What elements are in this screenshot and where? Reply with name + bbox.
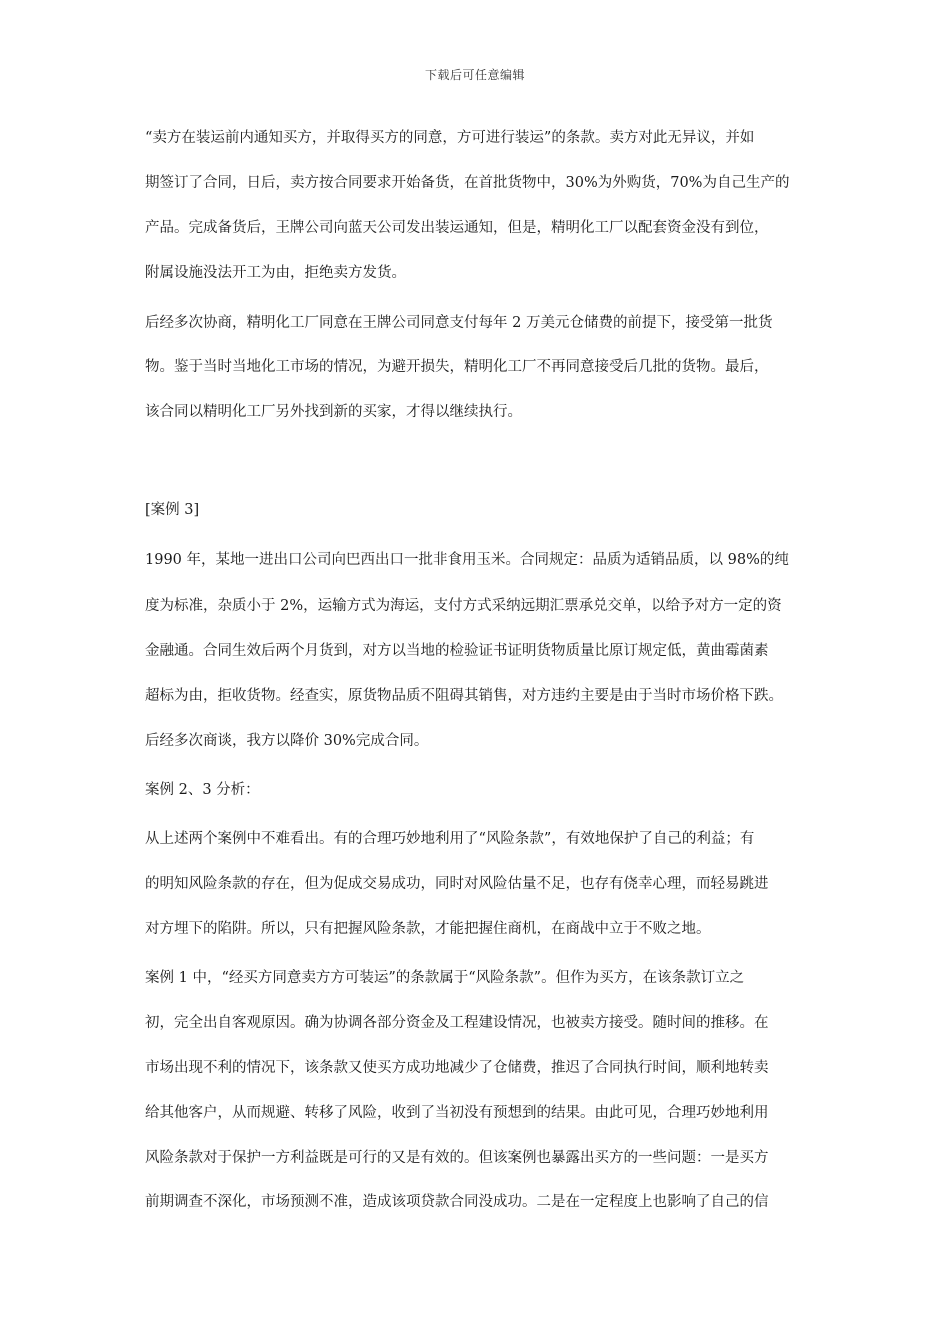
paragraph-line: 从上述两个案例中不难看出。有的合理巧妙地利用了“风险条款”，有效地保护了自己的利益；有: [145, 831, 755, 847]
paragraph-line: 风险条款对于保护一方利益既是可行的又是有效的。但该案例也暴露出买方的一些问题：一是买方: [145, 1150, 769, 1166]
paragraph-line: 案例 1 中，“经买方同意卖方方可装运”的条款属于“风险条款”。但作为买方，在该条款订立之: [145, 970, 745, 986]
paragraph-line: 后经多次协商，精明化工厂同意在王牌公司同意支付每年 2 万美元仓储费的前提下，接受第一批货: [145, 315, 773, 331]
paragraph-line: 1990 年，某地一进出口公司向巴西出口一批非食用玉米。合同规定：品质为适销品质，以 98%的纯: [145, 552, 789, 568]
paragraph-line: 给其他客户，从而规避、转移了风险，收到了当初没有预想到的结果。由此可见，合理巧妙地利用: [145, 1105, 769, 1121]
paragraph-line: 产品。完成备货后，王牌公司向蓝天公司发出装运通知，但是，精明化工厂以配套资金没有到位，: [145, 220, 769, 236]
paragraph-line: 附属设施没法开工为由，拒绝卖方发货。: [145, 265, 406, 281]
paragraph-line: 超标为由，拒收货物。经查实，原货物品质不阻碍其销售，对方违约主要是由于当时市场价格下跌。: [145, 688, 783, 704]
paragraph-line: 对方埋下的陷阱。所以，只有把握风险条款，才能把握住商机，在商战中立于不败之地。: [145, 921, 711, 937]
paragraph-line: “卖方在装运前内通知买方，并取得买方的同意，方可进行装运”的条款。卖方对此无异议，并如: [145, 130, 755, 146]
paragraph-line: 后经多次商谈，我方以降价 30%完成合同。: [145, 733, 429, 749]
paragraph-line: 的明知风险条款的存在，但为促成交易成功，同时对风险估量不足，也存有侥幸心理，而轻易跳进: [145, 876, 769, 892]
paragraph-line: 前期调查不深化，市场预测不准，造成该项贷款合同没成功。二是在一定程度上也影响了自己的信: [145, 1194, 769, 1210]
paragraph-line: 市场出现不利的情况下，该条款又使买方成功地减少了仓储费，推迟了合同执行时间，顺利地转卖: [145, 1060, 769, 1076]
page-header: 下载后可任意编辑: [424, 68, 525, 82]
paragraph-line: 物。鉴于当时当地化工市场的情况，为避开损失，精明化工厂不再同意接受后几批的货物。最后，: [145, 359, 769, 375]
case-heading: [案例 3]: [145, 502, 200, 518]
paragraph-line: 初，完全出自客观原因。确为协调各部分资金及工程建设情况，也被卖方接受。随时间的推移。在: [145, 1015, 769, 1031]
paragraph-line: 金融通。合同生效后两个月货到，对方以当地的检验证书证明货物质量比原订规定低，黄曲霉菌素: [145, 643, 769, 659]
paragraph-line: 该合同以精明化工厂另外找到新的买家，才得以继续执行。: [145, 404, 522, 420]
paragraph-line: 度为标准，杂质小于 2%，运输方式为海运，支付方式采纳远期汇票承兑交单，以给予对方一定的资: [145, 598, 782, 614]
analysis-heading: 案例 2、3 分析：: [145, 782, 260, 798]
paragraph-line: 期签订了合同，日后，卖方按合同要求开始备货，在首批货物中，30%为外购货，70%为自己生产的: [145, 175, 790, 191]
